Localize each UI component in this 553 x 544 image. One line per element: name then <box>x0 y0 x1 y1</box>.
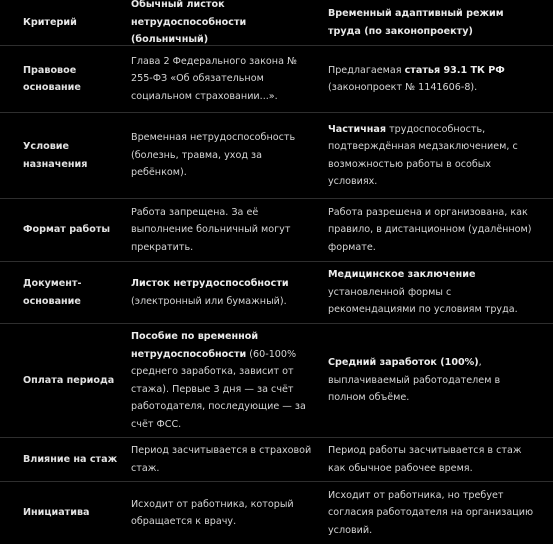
header-criterion: Критерий <box>23 16 77 28</box>
criterion-cell: Условие назначения <box>23 141 88 170</box>
table-row <box>0 199 553 262</box>
table-row <box>0 438 553 482</box>
regular-cell: Работа запрещена. За её выполнение больничный могут прекратить. <box>131 206 291 253</box>
criterion-cell: Правовое основание <box>23 64 81 93</box>
table-row <box>0 262 553 324</box>
criterion-cell: Формат работы <box>23 224 111 236</box>
adaptive-cell: Период работы засчитывается в стаж как обычное рабочее время. <box>328 445 522 474</box>
adaptive-bold: Медицинское заключение <box>328 269 476 281</box>
criterion-cell: Оплата периода <box>23 374 115 386</box>
criterion-cell: Документ-основание <box>23 278 82 307</box>
criterion-cell: Влияние на стаж <box>23 453 118 465</box>
adaptive-cell: Медицинское заключение установленной формы с рекомендациями по условиям труда. <box>328 269 518 316</box>
header-regular: Обычный листок нетрудоспособности (больничный) <box>131 0 247 46</box>
adaptive-cell: Частичная трудоспособность, подтверждённая медзаключением, с возможностью работы в особых условиях. <box>328 123 518 187</box>
regular-bold: Пособие по временной нетрудоспособности <box>131 331 259 360</box>
adaptive-cell: Предлагаемая статья 93.1 ТК РФ (законопроект № 1141606-8). <box>328 64 505 93</box>
regular-cell: Листок нетрудоспособности (электронный или бумажный). <box>131 278 289 307</box>
table-row <box>0 482 553 544</box>
regular-cell: Исходит от работника, который обращается к врачу. <box>131 498 294 527</box>
table-header-row <box>0 0 553 46</box>
criterion-cell: Инициатива <box>23 507 90 519</box>
adaptive-cell: Исходит от работника, но требует согласия работодателя на организацию условий. <box>328 489 534 536</box>
regular-cell: Период засчитывается в страховой стаж. <box>131 445 312 474</box>
adaptive-bold: статья 93.1 ТК РФ <box>404 64 505 76</box>
table-row <box>0 46 553 113</box>
regular-cell: Пособие по временной нетрудоспособности (60-100% среднего заработка, зависит от стажа). Первые 3 дня — за счёт работодателя, последующие — за счёт ФСС. <box>131 331 306 430</box>
adaptive-bold: Средний заработок (100%) <box>328 357 479 369</box>
regular-bold: Листок нетрудоспособности <box>131 278 289 289</box>
table-row <box>0 113 553 199</box>
adaptive-cell: Средний заработок (100%), выплачиваемый работодателем в полном объёме. <box>328 357 501 404</box>
regular-cell: Временная нетрудоспособность (болезнь, травма, уход за ребёнком). <box>131 132 296 179</box>
adaptive-cell: Работа разрешена и организована, как правило, в дистанционном (удалённом) формате. <box>328 206 532 253</box>
regular-cell: Глава 2 Федерального закона № 255-ФЗ «Об обязательном социальном страховании...». <box>131 55 297 102</box>
table-row <box>0 324 553 438</box>
header-adaptive: Временный адаптивный режим труда (по законопроекту) <box>328 8 504 37</box>
adaptive-bold: Частичная <box>328 123 387 135</box>
